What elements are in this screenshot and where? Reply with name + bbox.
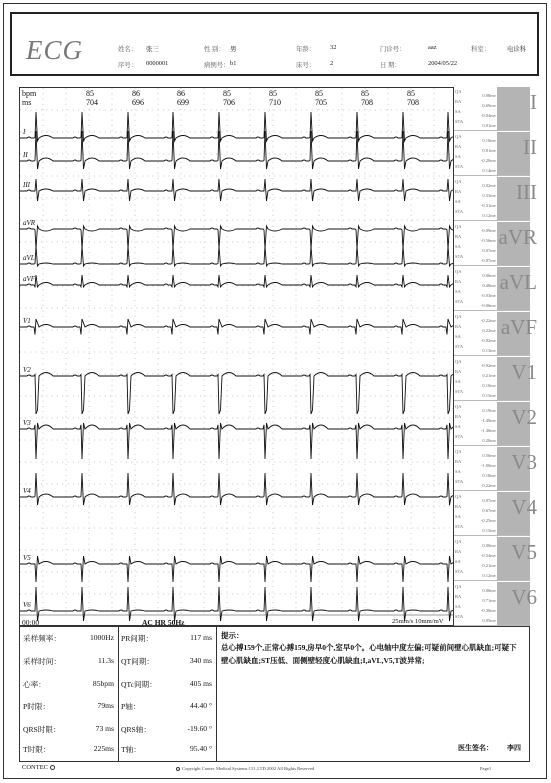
lead-param-row — [454, 447, 537, 491]
param-label: STA — [455, 479, 464, 484]
param-label: QA — [455, 449, 462, 454]
param-label: SA — [455, 244, 461, 249]
param-label: RA — [455, 549, 462, 554]
lead-label: V5 — [23, 554, 31, 562]
lead-name-block — [497, 87, 537, 130]
diagnosis-title: 提示： — [221, 631, 244, 640]
header-field-label: 序号： — [118, 62, 138, 69]
param-value: -0.02mv — [480, 338, 496, 343]
lead-label: V6 — [23, 601, 31, 609]
copyright-icon — [176, 767, 180, 771]
param-value: 0.21mv — [482, 563, 496, 568]
param-value: 0.22mv — [482, 483, 496, 488]
lead-label: V4 — [23, 487, 31, 495]
lead-label: III — [23, 181, 30, 189]
param-label: QA — [455, 494, 462, 499]
measurement-label: QRS轴： — [121, 725, 151, 734]
measurement-row — [121, 633, 212, 643]
ecg-grid — [20, 88, 454, 615]
measurement-label: 心率： — [23, 680, 46, 689]
param-label: SA — [455, 109, 461, 114]
measurement-row — [121, 679, 212, 689]
lead-name-block — [497, 402, 537, 445]
measurement-value: 117 ms — [190, 633, 212, 642]
measure-divider-1 — [118, 627, 119, 761]
lead-label: aVF — [23, 275, 36, 283]
lead-name: V6 — [511, 585, 537, 609]
beat-rate: 86 — [177, 89, 185, 98]
param-label: STA — [455, 389, 464, 394]
lead-name-block — [497, 582, 537, 625]
param-label: SA — [455, 514, 461, 519]
param-value: 0.12mv — [482, 573, 496, 578]
measurement-value: 11.3s — [98, 656, 114, 665]
lead-name: V2 — [511, 405, 537, 429]
param-value: -0.25mv — [480, 518, 496, 523]
header-field-label: 性 别： — [204, 46, 225, 53]
measurement-label: 采样频率： — [23, 634, 61, 643]
ecg-logo: ECG — [26, 35, 83, 65]
measure-divider-2 — [216, 627, 217, 761]
param-value: 0.20mv — [482, 438, 496, 443]
lead-param-row — [454, 177, 537, 221]
measurement-row — [23, 656, 114, 666]
measurement-row — [121, 701, 212, 711]
measurement-value: 405 ms — [189, 679, 212, 688]
lead-param-row — [454, 132, 537, 176]
header-field-value: 2004/05/22 — [428, 60, 458, 67]
beat-rate: 85 — [407, 89, 415, 98]
strip-time: 00:00 — [22, 618, 40, 626]
param-label: RA — [455, 144, 462, 149]
patient-header — [10, 12, 539, 76]
lead-name-block — [497, 357, 537, 400]
param-label: STA — [455, 434, 464, 439]
param-value: 0.19mv — [482, 408, 496, 413]
waveform-avf — [20, 275, 454, 287]
lead-label: aVR — [23, 219, 36, 227]
lead-param-row — [454, 537, 537, 581]
beat-interval: 705 — [315, 98, 327, 107]
header-field-value: 男 — [230, 46, 237, 53]
param-label: SA — [455, 379, 461, 384]
signer-label: 医生签名： — [458, 744, 493, 752]
ms-label: ms — [22, 98, 32, 107]
param-value: 0.06mv — [482, 273, 496, 278]
diagnosis-text: 总心搏159个,正常心搏159,房早0个,室早0个。心电轴中度左偏;可疑前间壁心肌缺血;可疑下壁心肌缺血;ST压低、面侧壁轻度心肌缺血;I,aVL,V5,T波异常; — [221, 643, 517, 665]
param-value: 0.01mv — [482, 123, 496, 128]
measurement-value: 85bpm — [92, 679, 114, 688]
param-value: 0.00mv — [482, 588, 496, 593]
param-value: 0.69mv — [482, 103, 496, 108]
lead-label: I — [23, 128, 26, 136]
header-field-value: 2 — [330, 60, 334, 67]
measurement-value: 79ms — [97, 701, 114, 710]
header-field-value: 32 — [330, 44, 337, 51]
param-value: 0.12mv — [482, 213, 496, 218]
param-value: 0.10mv — [482, 383, 496, 388]
strip-filter: AC HR 50Hz — [142, 618, 185, 626]
registered-icon — [50, 765, 55, 770]
lead-name: V4 — [511, 495, 537, 519]
lead-name-block — [497, 312, 537, 355]
param-label: RA — [455, 189, 462, 194]
measurement-label: P轴： — [121, 702, 141, 711]
beat-interval: 699 — [177, 98, 189, 107]
beat-rate: 85 — [223, 89, 231, 98]
strip-scale: 25mm/s 10mm/mV — [392, 618, 444, 625]
beat-rate: 86 — [132, 89, 140, 98]
measurement-row — [23, 701, 114, 711]
header-field-label: 日 期： — [380, 62, 401, 69]
param-label: STA — [455, 164, 464, 169]
lead-label: V1 — [23, 317, 31, 325]
param-label: RA — [455, 459, 462, 464]
param-label: RA — [455, 414, 462, 419]
measurement-value: 1000Hz — [89, 633, 114, 642]
param-label: QA — [455, 89, 462, 94]
param-value: 0.67mv — [482, 508, 496, 513]
param-label: QA — [455, 269, 462, 274]
param-label: SA — [455, 334, 461, 339]
param-value: -0.56mv — [480, 238, 496, 243]
param-label: QA — [455, 539, 462, 544]
waveform-v3 — [20, 423, 454, 459]
waveform-v2 — [20, 373, 454, 415]
param-label: QA — [455, 359, 462, 364]
param-label: QA — [455, 179, 462, 184]
header-field-label: 姓名： — [118, 46, 138, 53]
measurement-row — [23, 744, 114, 754]
param-value: -1.49mv — [480, 418, 496, 423]
param-value: 0.71mv — [482, 598, 496, 603]
measurement-value: 44.40 ° — [189, 701, 212, 710]
beat-rate: 85 — [315, 89, 323, 98]
param-label: SA — [455, 289, 461, 294]
copyright-text: Copyright Contec Medical Systems CO.,LTD 2002 All Rights Reserved — [182, 766, 315, 771]
header-field-label: 病例号： — [204, 62, 230, 69]
param-value: 0.07mv — [482, 248, 496, 253]
param-label: QA — [455, 314, 462, 319]
header-field-value: 张三 — [146, 46, 159, 53]
param-label: RA — [455, 504, 462, 509]
measurement-label: PR间期： — [121, 634, 154, 643]
param-label: STA — [455, 614, 464, 619]
copyright-footer — [176, 766, 314, 771]
lead-name-block — [497, 492, 537, 535]
beat-rate: 85 — [361, 89, 369, 98]
param-value: -0.03mv — [480, 293, 496, 298]
param-value: 0.48mv — [482, 283, 496, 288]
param-value: -0.20mv — [480, 158, 496, 163]
param-label: STA — [455, 569, 464, 574]
lead-parameter-column — [454, 87, 537, 626]
measurement-row — [23, 679, 114, 689]
lead-name: V3 — [511, 450, 537, 474]
measurement-value: 225ms — [93, 744, 114, 753]
param-value: -0.07mv — [480, 258, 496, 263]
measurement-row — [121, 744, 212, 754]
brand-name: CONTEC — [22, 764, 48, 771]
param-value: -1.40mv — [480, 428, 496, 433]
lead-name: V1 — [511, 360, 537, 384]
lead-name-block — [497, 267, 537, 310]
param-label: SA — [455, 154, 461, 159]
header-field-label: 床号： — [296, 62, 316, 69]
param-value: -0.22mv — [480, 318, 496, 323]
param-value: -1.00mv — [480, 463, 496, 468]
lead-param-row — [454, 312, 537, 356]
waveform-v4 — [20, 473, 454, 505]
param-value: 0.02mv — [482, 183, 496, 188]
param-value: 0.50mv — [482, 453, 496, 458]
param-value: 0.10mv — [482, 138, 496, 143]
param-value: 0.07mv — [482, 498, 496, 503]
measurement-value: 340 ms — [189, 656, 212, 665]
beat-interval: 708 — [407, 98, 419, 107]
measurement-value: 73 ms — [95, 724, 114, 733]
header-field-value: b1 — [230, 60, 237, 67]
signer-name: 李四 — [507, 744, 521, 752]
param-label: RA — [455, 324, 462, 329]
param-label: SA — [455, 604, 461, 609]
beat-interval: 710 — [269, 98, 281, 107]
lead-name-block — [497, 537, 537, 580]
param-value: 0.15mv — [482, 528, 496, 533]
beat-rate: 85 — [269, 89, 277, 98]
param-value: 0.05mv — [482, 618, 496, 623]
lead-label: V2 — [23, 366, 31, 374]
lead-label: II — [23, 151, 28, 159]
param-label: RA — [455, 594, 462, 599]
waveform-avl — [20, 246, 454, 266]
measurement-value: -19.60 ° — [187, 724, 212, 733]
beat-rate: 85 — [86, 89, 94, 98]
param-label: RA — [455, 279, 462, 284]
measurement-row — [23, 724, 114, 734]
measurement-row — [121, 724, 212, 734]
param-value: 0.15mv — [482, 393, 496, 398]
lead-name-block — [497, 222, 537, 265]
param-value: 0.00mv — [482, 543, 496, 548]
lead-name: aVR — [498, 225, 537, 249]
bpm-label: bpm — [22, 89, 37, 98]
param-label: STA — [455, 209, 464, 214]
param-value: -0.04mv — [480, 113, 496, 118]
lead-name-block — [497, 177, 537, 220]
param-label: SA — [455, 559, 461, 564]
header-field-value: aaz — [428, 44, 437, 51]
measurement-label: P时限： — [23, 702, 51, 711]
param-value: -0.06mv — [480, 303, 496, 308]
measurements-panel — [19, 626, 530, 762]
measurement-label: QTc间期： — [121, 680, 157, 689]
beat-interval: 696 — [132, 98, 144, 107]
waveform-v1 — [20, 319, 454, 335]
lead-name: aVF — [500, 315, 537, 339]
measurement-label: T时限： — [23, 745, 51, 754]
param-value: -0.31mv — [480, 203, 496, 208]
beat-interval: 704 — [86, 98, 98, 107]
measurement-row — [23, 633, 114, 643]
waveform-v6 — [20, 587, 454, 621]
param-label: QA — [455, 134, 462, 139]
lead-name: II — [523, 135, 537, 159]
lead-name: III — [516, 180, 537, 204]
param-label: QA — [455, 224, 462, 229]
param-value: 0.81mv — [482, 148, 496, 153]
measurement-label: 采样时间： — [23, 657, 61, 666]
waveform-i — [20, 112, 454, 141]
param-label: STA — [455, 524, 464, 529]
waveform-ii — [20, 128, 454, 169]
lead-name: aVL — [499, 270, 537, 294]
param-value: -0.30mv — [480, 608, 496, 613]
lead-name-block — [497, 132, 537, 175]
param-value: 0.08mv — [482, 93, 496, 98]
lead-param-row — [454, 492, 537, 536]
header-field-label: 科室： — [471, 46, 491, 53]
measurement-value: 95.40 ° — [189, 744, 212, 753]
lead-label: V3 — [23, 419, 31, 427]
param-value: -0.92mv — [480, 363, 496, 368]
param-value: -0.09mv — [480, 228, 496, 233]
param-value: 0.13mv — [482, 348, 496, 353]
measurement-label: T轴： — [121, 745, 141, 754]
param-value: 0.22mv — [482, 328, 496, 333]
param-value: 0.14mv — [482, 168, 496, 173]
header-field-value: 电诊科 — [507, 46, 527, 53]
param-label: STA — [455, 119, 464, 124]
waveform-iii — [20, 179, 454, 201]
param-label: QA — [455, 584, 462, 589]
param-label: SA — [455, 199, 461, 204]
lead-name: I — [530, 90, 537, 114]
param-label: SA — [455, 424, 461, 429]
param-label: QA — [455, 404, 462, 409]
ecg-waveforms — [20, 88, 454, 626]
param-label: RA — [455, 99, 462, 104]
measurement-row — [121, 656, 212, 666]
waveform-avr — [20, 226, 454, 249]
lead-name-block — [497, 447, 537, 490]
lead-param-row — [454, 267, 537, 311]
ecg-strip-area — [19, 87, 454, 626]
lead-param-row — [454, 402, 537, 446]
param-label: STA — [455, 254, 464, 259]
measurement-label: QRS时限： — [23, 725, 61, 734]
lead-label: aVL — [23, 254, 35, 262]
beat-interval: 706 — [223, 98, 235, 107]
lead-name: V5 — [511, 540, 537, 564]
beat-interval: 708 — [361, 98, 373, 107]
lead-param-row — [454, 87, 537, 131]
brand-footer — [22, 764, 55, 771]
param-value: 0.33mv — [482, 193, 496, 198]
param-value: 0.18mv — [482, 473, 496, 478]
measurement-label: QT间期： — [121, 657, 154, 666]
lead-param-row — [454, 357, 537, 401]
param-label: SA — [455, 469, 461, 474]
header-field-label: 门诊号： — [380, 46, 406, 53]
param-label: STA — [455, 344, 464, 349]
param-label: RA — [455, 369, 462, 374]
page-number: Page1 — [480, 766, 492, 771]
param-label: RA — [455, 234, 462, 239]
lead-param-row — [454, 222, 537, 266]
param-label: STA — [455, 299, 464, 304]
header-field-value: 0000001 — [146, 60, 169, 67]
waveform-v5 — [20, 556, 454, 582]
param-value: -0.54mv — [480, 553, 496, 558]
header-field-label: 年龄： — [296, 46, 316, 53]
lead-param-row — [454, 582, 537, 626]
param-value: 0.21mv — [482, 373, 496, 378]
